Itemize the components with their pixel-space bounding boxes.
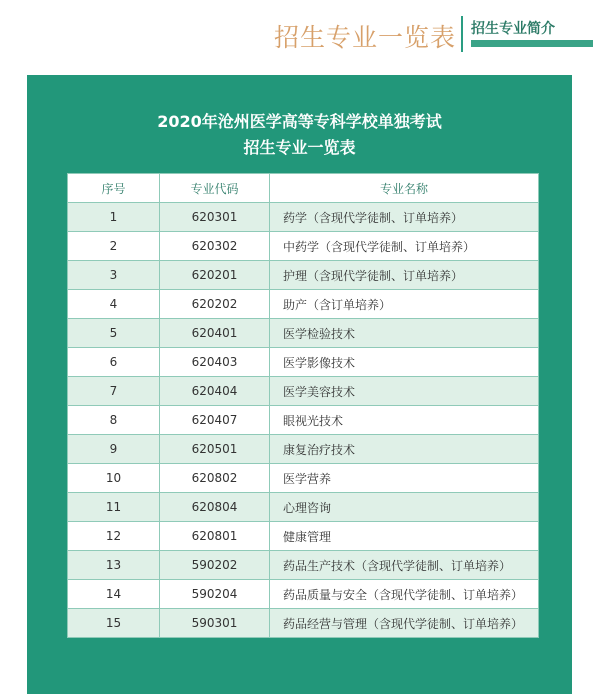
table-row — [68, 464, 539, 493]
header-subtitle: 招生专业简介 — [471, 21, 555, 37]
column-header-code: 专业代码 — [160, 174, 270, 203]
row-major-name: 药品质量与安全（含现代学徒制、订单培养） — [270, 580, 539, 609]
table-row — [68, 551, 539, 580]
header-band — [471, 40, 593, 47]
row-index: 11 — [68, 493, 160, 522]
row-code: 590301 — [160, 609, 270, 638]
table-row — [68, 406, 539, 435]
table-row — [68, 609, 539, 638]
row-major-name: 药学（含现代学徒制、订单培养） — [270, 203, 539, 232]
row-major-name: 医学影像技术 — [270, 348, 539, 377]
row-major-name: 心理咨询 — [270, 493, 539, 522]
row-index: 2 — [68, 232, 160, 261]
table-row — [68, 261, 539, 290]
header-title: 招生专业一览表 — [274, 23, 457, 52]
table-header-row — [68, 174, 539, 203]
row-index: 6 — [68, 348, 160, 377]
row-index: 5 — [68, 319, 160, 348]
row-code: 620804 — [160, 493, 270, 522]
majors-table — [67, 173, 539, 638]
column-header-name: 专业名称 — [270, 174, 539, 203]
row-index: 1 — [68, 203, 160, 232]
row-code: 620404 — [160, 377, 270, 406]
row-index: 7 — [68, 377, 160, 406]
panel-title-line2: 招生专业一览表 — [243, 138, 356, 157]
row-code: 620801 — [160, 522, 270, 551]
row-code: 620301 — [160, 203, 270, 232]
row-major-name: 眼视光技术 — [270, 406, 539, 435]
row-code: 620201 — [160, 261, 270, 290]
table-row — [68, 203, 539, 232]
row-index: 4 — [68, 290, 160, 319]
row-major-name: 药品生产技术（含现代学徒制、订单培养） — [270, 551, 539, 580]
table-row — [68, 348, 539, 377]
table-row — [68, 319, 539, 348]
row-index: 8 — [68, 406, 160, 435]
table-row — [68, 232, 539, 261]
row-major-name: 护理（含现代学徒制、订单培养） — [270, 261, 539, 290]
table-row — [68, 290, 539, 319]
row-major-name: 健康管理 — [270, 522, 539, 551]
row-index: 14 — [68, 580, 160, 609]
row-code: 620202 — [160, 290, 270, 319]
header-divider — [461, 16, 463, 52]
row-major-name: 药品经营与管理（含现代学徒制、订单培养） — [270, 609, 539, 638]
row-index: 15 — [68, 609, 160, 638]
row-code: 620403 — [160, 348, 270, 377]
content-panel — [27, 75, 572, 694]
page-header — [264, 14, 599, 56]
row-code: 620802 — [160, 464, 270, 493]
table-row — [68, 522, 539, 551]
row-major-name: 助产（含订单培养） — [270, 290, 539, 319]
table-row — [68, 435, 539, 464]
row-major-name: 康复治疗技术 — [270, 435, 539, 464]
row-index: 10 — [68, 464, 160, 493]
row-index: 13 — [68, 551, 160, 580]
row-code: 590202 — [160, 551, 270, 580]
row-index: 3 — [68, 261, 160, 290]
row-index: 12 — [68, 522, 160, 551]
column-header-index: 序号 — [68, 174, 160, 203]
table-row — [68, 377, 539, 406]
row-index: 9 — [68, 435, 160, 464]
row-code: 590204 — [160, 580, 270, 609]
row-code: 620407 — [160, 406, 270, 435]
table-row — [68, 493, 539, 522]
row-code: 620302 — [160, 232, 270, 261]
row-major-name: 医学检验技术 — [270, 319, 539, 348]
row-code: 620501 — [160, 435, 270, 464]
row-major-name: 医学美容技术 — [270, 377, 539, 406]
row-major-name: 医学营养 — [270, 464, 539, 493]
table-row — [68, 580, 539, 609]
panel-title-line1: 2020年沧州医学高等专科学校单独考试 — [157, 112, 442, 131]
row-major-name: 中药学（含现代学徒制、订单培养） — [270, 232, 539, 261]
row-code: 620401 — [160, 319, 270, 348]
